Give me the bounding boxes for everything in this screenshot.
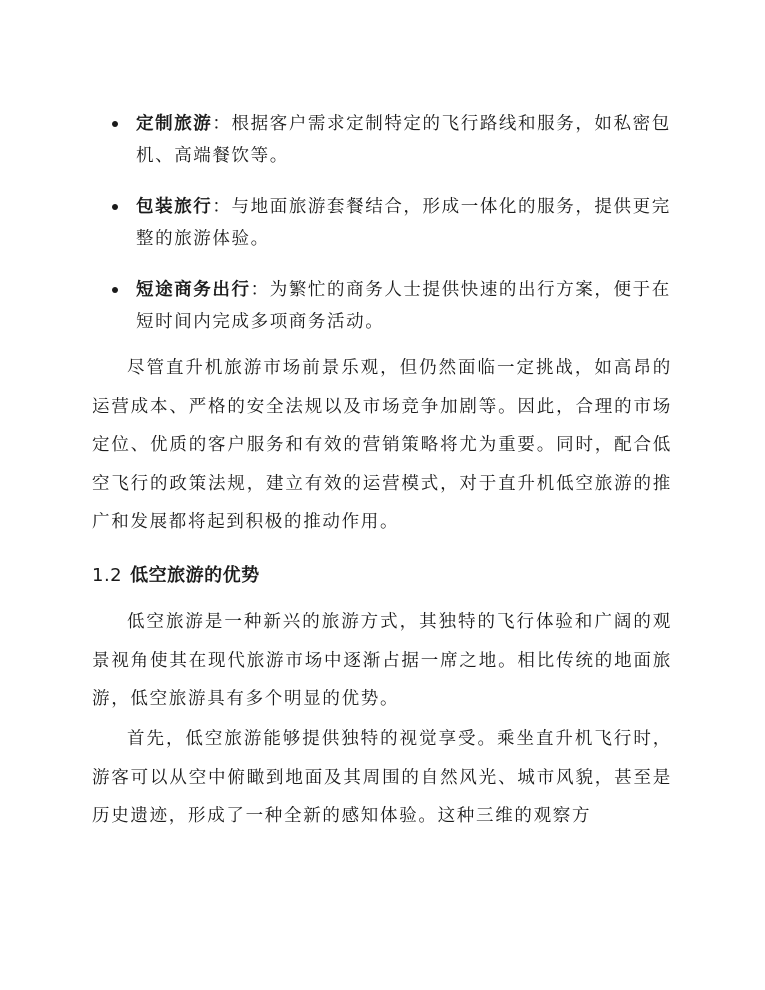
list-item-separator: ： — [250, 280, 270, 300]
bullet-dot-icon — [112, 204, 118, 210]
body-paragraph: 首先，低空旅游能够提供独特的视觉享受。乘坐直升机飞行时，游客可以从空中俯瞰到地面及其周围的自然风光、城市风貌，甚至是历史遗迹，形成了一种全新的感知体验。这种三维的观察方 — [92, 729, 672, 827]
list-item — [112, 191, 672, 255]
list-item-text: 为繁忙的商务人士提供快速的出行方案，便于在短时间内完成多项商务活动。 — [136, 280, 671, 332]
list-item-text: 与地面旅游套餐结合，形成一体化的服务，提供更完整的旅游体验。 — [136, 197, 671, 249]
section-title: 低空旅游的优势 — [130, 565, 260, 586]
list-item-term: 定制旅游 — [136, 114, 213, 134]
list-item — [112, 274, 672, 338]
list-item-separator: ： — [212, 197, 232, 217]
service-type-list — [112, 108, 672, 357]
bullet-dot-icon — [112, 121, 118, 127]
section-heading — [92, 560, 260, 592]
list-item-term: 短途商务出行 — [136, 280, 251, 300]
body-paragraph: 尽管直升机旅游市场前景乐观，但仍然面临一定挑战，如高昂的运营成本、严格的安全法规以及市场竞争加剧等。因此，合理的市场定位、优质的客户服务和有效的营销策略将尤为重要。同时，配合低空飞行的政策法规，建立有效的运营模式，对于直升机低空旅游的推广和发展都将起到积极的推动作用。 — [92, 358, 672, 533]
list-item-term: 包装旅行 — [136, 197, 213, 217]
list-item-text: 根据客户需求定制特定的飞行路线和服务，如私密包机、高端餐饮等。 — [136, 114, 671, 166]
body-paragraph: 低空旅游是一种新兴的旅游方式，其独特的飞行体验和广阔的观景视角使其在现代旅游市场中逐渐占据一席之地。相比传统的地面旅游，低空旅游具有多个明显的优势。 — [92, 612, 672, 710]
list-item-separator: ： — [212, 114, 232, 134]
list-item — [112, 108, 672, 172]
bullet-dot-icon — [112, 287, 118, 293]
section-number: 1.2 — [92, 565, 123, 586]
